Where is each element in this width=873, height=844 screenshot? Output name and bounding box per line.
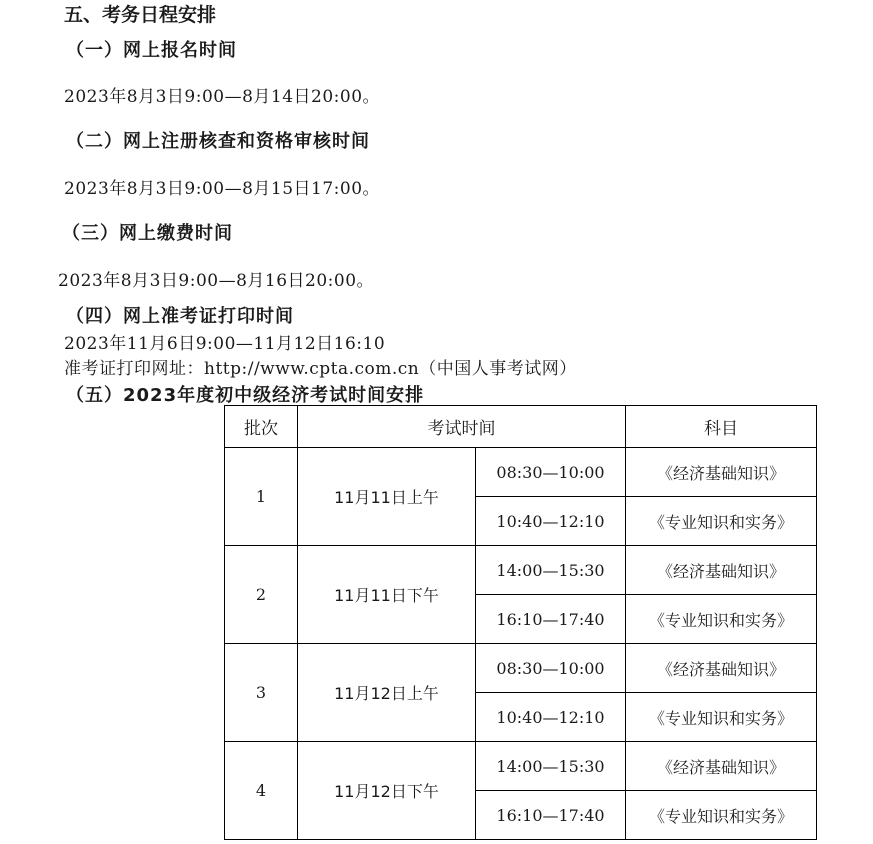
payment-time: 2023年8月3日9:00—8月16日20:00。: [58, 271, 375, 291]
session-time: 08:30—10:00: [476, 644, 626, 693]
admission-ticket-time: 2023年11月6日9:00—11月12日16:10: [64, 334, 386, 354]
batch-id: 1: [225, 448, 298, 546]
verification-time: 2023年8月3日9:00—8月15日17:00。: [64, 179, 381, 199]
session-time: 10:40—12:10: [476, 693, 626, 742]
table-row: [225, 448, 817, 497]
session-time: 16:10—17:40: [476, 595, 626, 644]
registration-time: 2023年8月3日9:00—8月14日20:00。: [64, 87, 381, 107]
session-time: 10:40—12:10: [476, 497, 626, 546]
session-time: 08:30—10:00: [476, 448, 626, 497]
session-time: 16:10—17:40: [476, 791, 626, 840]
batch-date: 11月11日下午: [298, 546, 476, 644]
session-subject: 《经济基础知识》: [626, 546, 817, 595]
section-title: 五、考务日程安排: [64, 4, 217, 26]
heading-payment: （三）网上缴费时间: [62, 223, 233, 244]
batch-id: 3: [225, 644, 298, 742]
batch-date: 11月12日下午: [298, 742, 476, 840]
table-header-row: [225, 406, 817, 448]
table-row: [225, 742, 817, 791]
session-subject: 《经济基础知识》: [626, 448, 817, 497]
session-subject: 《专业知识和实务》: [626, 693, 817, 742]
heading-exam-schedule: （五）2023年度初中级经济考试时间安排: [66, 385, 425, 406]
heading-registration: （一）网上报名时间: [66, 40, 237, 61]
header-subject: 科目: [626, 406, 817, 448]
session-subject: 《经济基础知识》: [626, 742, 817, 791]
admission-ticket-url: 准考证打印网址：http://www.cpta.com.cn（中国人事考试网）: [64, 359, 577, 379]
batch-id: 2: [225, 546, 298, 644]
batch-date: 11月12日上午: [298, 644, 476, 742]
session-time: 14:00—15:30: [476, 546, 626, 595]
table-row: [225, 546, 817, 595]
header-batch: 批次: [225, 406, 298, 448]
heading-verification: （二）网上注册核查和资格审核时间: [66, 131, 370, 152]
session-time: 14:00—15:30: [476, 742, 626, 791]
session-subject: 《经济基础知识》: [626, 644, 817, 693]
exam-schedule-table: [224, 405, 817, 840]
header-exam-time: 考试时间: [298, 406, 626, 448]
table-row: [225, 644, 817, 693]
session-subject: 《专业知识和实务》: [626, 595, 817, 644]
batch-date: 11月11日上午: [298, 448, 476, 546]
session-subject: 《专业知识和实务》: [626, 497, 817, 546]
session-subject: 《专业知识和实务》: [626, 791, 817, 840]
batch-id: 4: [225, 742, 298, 840]
heading-admission-ticket: （四）网上准考证打印时间: [66, 306, 294, 327]
